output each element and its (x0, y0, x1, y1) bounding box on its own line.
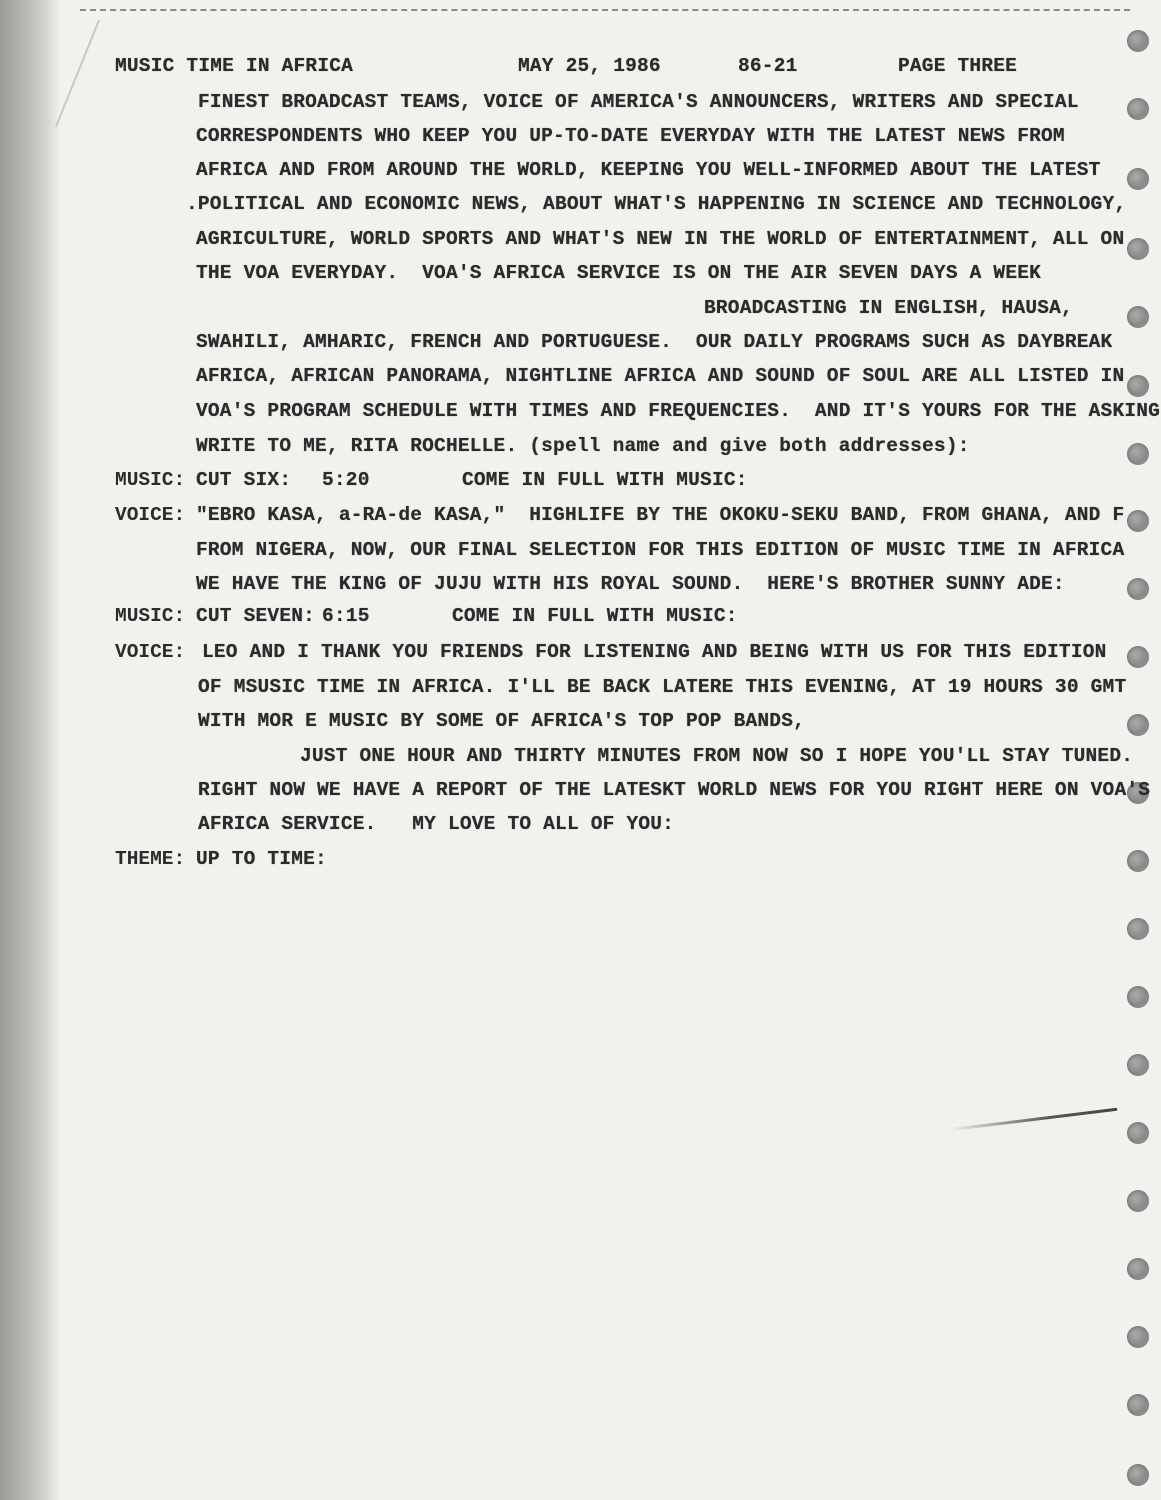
punch-hole-icon (1127, 238, 1149, 260)
music-cue: COME IN FULL WITH MUSIC: (462, 469, 748, 491)
punch-hole-icon (1127, 443, 1149, 465)
punch-hole-icon (1127, 918, 1149, 940)
theme-text: UP TO TIME: (196, 848, 327, 870)
punch-hole-icon (1127, 646, 1149, 668)
punch-hole-icon (1127, 1054, 1149, 1076)
punch-hole-icon (1127, 1326, 1149, 1348)
punch-hole-icon (1127, 1394, 1149, 1416)
pencil-stroke-mark (948, 1108, 1117, 1132)
punch-hole-icon (1127, 375, 1149, 397)
punch-hole-icon (1127, 714, 1149, 736)
punch-hole-icon (1127, 168, 1149, 190)
music-label: MUSIC: (115, 469, 186, 491)
header-page: PAGE THREE (898, 55, 1018, 77)
body-line: .POLITICAL AND ECONOMIC NEWS, ABOUT WHAT'S HAPPENING IN SCIENCE AND TECHNOLOGY, (186, 193, 1127, 215)
punch-hole-icon (1127, 578, 1149, 600)
voice-line: LEO AND I THANK YOU FRIENDS FOR LISTENING AND BEING WITH US FOR THIS EDITION (202, 641, 1107, 663)
punch-hole-icon (1127, 98, 1149, 120)
scan-shadow-edge (0, 0, 60, 1500)
punch-hole-icon (1127, 30, 1149, 52)
header-program: MUSIC TIME IN AFRICA (115, 55, 354, 77)
music-cut: CUT SEVEN: (196, 605, 316, 627)
body-line: CORRESPONDENTS WHO KEEP YOU UP-TO-DATE EVERYDAY WITH THE LATEST NEWS FROM (196, 125, 1065, 147)
punch-hole-icon (1127, 986, 1149, 1008)
voice-line: OF MSUSIC TIME IN AFRICA. I'LL BE BACK LATERE THIS EVENING, AT 19 HOURS 30 GMT (198, 676, 1127, 698)
punch-hole-icon (1127, 510, 1149, 532)
voice-line: WITH MOR E MUSIC BY SOME OF AFRICA'S TOP POP BANDS, (198, 710, 805, 732)
voice-line: RIGHT NOW WE HAVE A REPORT OF THE LATESKT WORLD NEWS FOR YOU RIGHT HERE ON VOA'S (198, 779, 1151, 801)
music-time: 6:15 (322, 605, 370, 627)
body-line: SWAHILI, AMHARIC, FRENCH AND PORTUGUESE. OUR DAILY PROGRAMS SUCH AS DAYBREAK (196, 331, 1113, 353)
music-cue: COME IN FULL WITH MUSIC: (452, 605, 738, 627)
header-date: MAY 25, 1986 (518, 55, 661, 77)
theme-label: THEME: (115, 848, 186, 870)
body-line: AFRICA, AFRICAN PANORAMA, NIGHTLINE AFRICA AND SOUND OF SOUL ARE ALL LISTED IN (196, 365, 1125, 387)
punch-hole-icon (1127, 1190, 1149, 1212)
body-line: AFRICA AND FROM AROUND THE WORLD, KEEPING YOU WELL-INFORMED ABOUT THE LATEST (196, 159, 1101, 181)
voice-line: AFRICA SERVICE. MY LOVE TO ALL OF YOU: (198, 813, 675, 835)
body-line: FINEST BROADCAST TEAMS, VOICE OF AMERICA'S ANNOUNCERS, WRITERS AND SPECIAL (198, 91, 1079, 113)
voice-line: "EBRO KASA, a-RA-de KASA," HIGHLIFE BY THE OKOKU-SEKU BAND, FROM GHANA, AND F (196, 504, 1125, 526)
body-line: VOA'S PROGRAM SCHEDULE WITH TIMES AND FREQUENCIES. AND IT'S YOURS FOR THE ASKING (196, 400, 1161, 422)
music-cut: CUT SIX: (196, 469, 292, 491)
body-line: THE VOA EVERYDAY. VOA'S AFRICA SERVICE IS ON THE AIR SEVEN DAYS A WEEK (196, 262, 1042, 284)
voice-line: JUST ONE HOUR AND THIRTY MINUTES FROM NOW SO I HOPE YOU'LL STAY TUNED. (300, 745, 1134, 767)
paper-fold-line (55, 20, 100, 127)
punch-hole-icon (1127, 306, 1149, 328)
voice-line: WE HAVE THE KING OF JUJU WITH HIS ROYAL SOUND. HERE'S BROTHER SUNNY ADE: (196, 573, 1065, 595)
body-line: AGRICULTURE, WORLD SPORTS AND WHAT'S NEW IN THE WORLD OF ENTERTAINMENT, ALL ON (196, 228, 1125, 250)
music-label: MUSIC: (115, 605, 186, 627)
voice-label: VOICE: (115, 641, 186, 663)
body-line: WRITE TO ME, RITA ROCHELLE. (spell name and give both addresses): (196, 435, 970, 457)
body-line: BROADCASTING IN ENGLISH, HAUSA, (704, 297, 1073, 319)
punch-hole-icon (1127, 1122, 1149, 1144)
punch-hole-icon (1127, 850, 1149, 872)
header-number: 86-21 (738, 55, 798, 77)
punch-hole-icon (1127, 1258, 1149, 1280)
music-time: 5:20 (322, 469, 370, 491)
top-perforation-rule (80, 9, 1130, 11)
voice-line: FROM NIGERA, NOW, OUR FINAL SELECTION FOR THIS EDITION OF MUSIC TIME IN AFRICA (196, 539, 1125, 561)
punch-hole-icon (1127, 1464, 1149, 1486)
voice-label: VOICE: (115, 504, 186, 526)
